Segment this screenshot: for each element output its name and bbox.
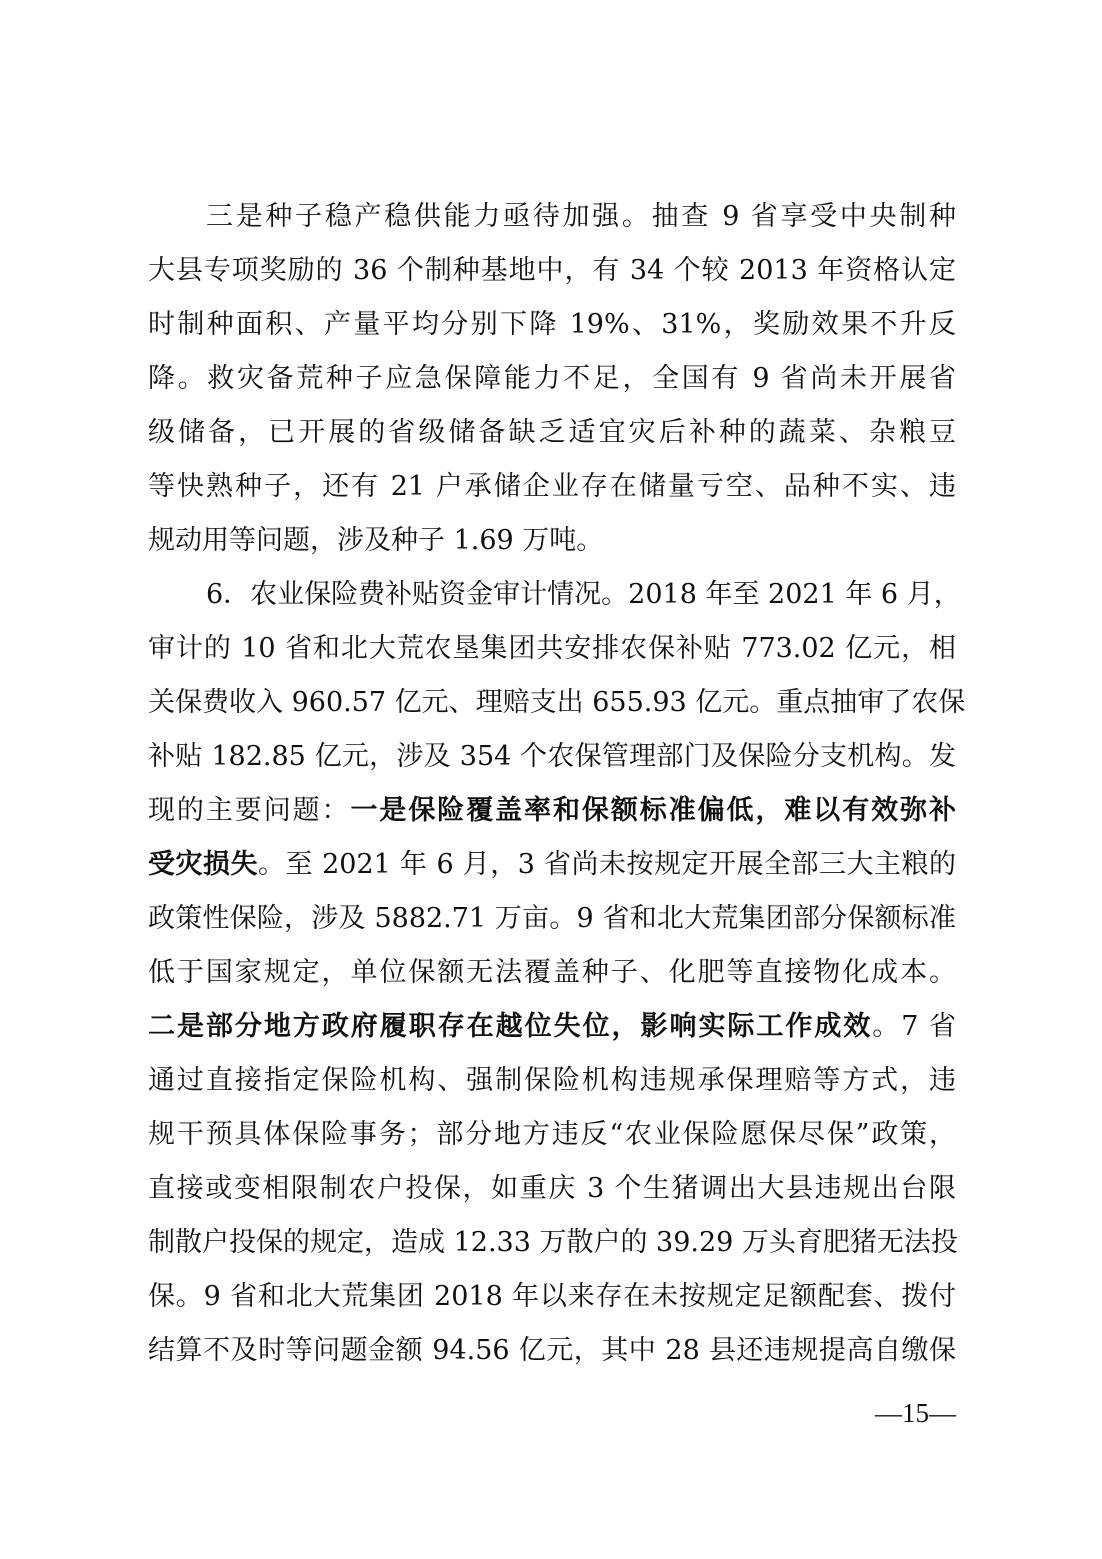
bold-heading-text: 二是部分地方政府履职存在越位失位，影响实际工作成效 — [148, 1011, 873, 1042]
text-line — [148, 1216, 956, 1270]
body-text-span: 。7 省 — [872, 1011, 957, 1042]
text-line — [148, 622, 956, 676]
text-line — [148, 1000, 956, 1054]
text-line — [148, 406, 956, 460]
body-text-span: 三是种子稳产稳供能力亟待加强。 — [206, 201, 652, 232]
text-line — [148, 298, 956, 352]
text-line — [148, 460, 956, 514]
body-text-span: 补贴 182.85 亿元，涉及 354 个农保管理部门及保险分支机构。发 — [148, 741, 956, 772]
text-line — [148, 244, 956, 298]
body-text-span: 审计的 10 省和北大荒农垦集团共安排农保补贴 773.02 亿元，相 — [148, 633, 956, 664]
body-text-span: 抽查 9 省享受中央制种 — [651, 201, 956, 232]
bold-heading-text: 受灾损失 — [148, 849, 259, 880]
page-number: —15— — [875, 1398, 956, 1428]
text-line — [148, 352, 956, 406]
body-text-span: 级储备，已开展的省级储备缺乏适宜灾后补种的蔬菜、杂粮豆 — [148, 417, 956, 448]
text-line — [148, 190, 956, 244]
body-text-span: 6．农业保险费补贴资金审计情况。2018 年至 2021 年 6 月， — [206, 579, 961, 610]
text-line — [148, 784, 956, 838]
body-text-span: 。至 2021 年 6 月，3 省尚未按规定开展全部三大主粮的 — [258, 849, 957, 880]
body-text-span: 低于国家规定，单位保额无法覆盖种子、化肥等直接物化成本。 — [148, 957, 956, 988]
text-line — [148, 568, 961, 622]
body-text-span: 降。救灾备荒种子应急保障能力不足，全国有 9 省尚未开展省 — [148, 363, 956, 394]
text-line — [148, 514, 956, 568]
text-line — [148, 946, 956, 1000]
body-text-span: 规干预具体保险事务；部分地方违反“农业保险愿保尽保”政策， — [148, 1119, 956, 1150]
text-line — [148, 1324, 956, 1378]
body-text-span: 规动用等问题，涉及种子 1.69 万吨。 — [148, 525, 604, 556]
bold-heading-text: 一是保险覆盖率和保额标准偏低，难以有效弥补 — [350, 795, 957, 826]
body-text-span: 直接或变相限制农户投保，如重庆 3 个生猪调出大县违规出台限 — [148, 1173, 956, 1204]
body-text-span: 时制种面积、产量平均分别下降 19%、31%，奖励效果不升反 — [148, 309, 956, 340]
text-line — [148, 1270, 956, 1324]
body-text-span: 结算不及时等问题金额 94.56 亿元，其中 28 县还违规提高自缴保 — [148, 1335, 956, 1366]
text-line — [148, 1054, 956, 1108]
body-text-span: 政策性保险，涉及 5882.71 万亩。9 省和北大荒集团部分保额标准 — [148, 903, 956, 934]
body-text-span: 保。9 省和北大荒集团 2018 年以来存在未按规定足额配套、拨付 — [148, 1281, 956, 1312]
body-text-span: 关保费收入 960.57 亿元、理赔支出 655.93 亿元。重点抽审了农保 — [148, 687, 966, 718]
body-text-span: 制散户投保的规定，造成 12.33 万散户的 39.29 万头育肥猪无法投 — [148, 1227, 958, 1258]
body-text-span: 等快熟种子，还有 21 户承储企业存在储量亏空、品种不实、违 — [148, 471, 956, 502]
text-line — [148, 892, 956, 946]
text-line — [148, 1108, 956, 1162]
body-text-span: 现的主要问题： — [148, 795, 351, 826]
body-text — [148, 190, 966, 1378]
body-text-span: 通过直接指定保险机构、强制保险机构违规承保理赔等方式，违 — [148, 1065, 956, 1096]
body-text-span: 大县专项奖励的 36 个制种基地中，有 34 个较 2013 年资格认定 — [148, 255, 956, 286]
text-line — [148, 730, 956, 784]
text-line — [148, 1162, 956, 1216]
text-line — [148, 676, 966, 730]
text-line — [148, 838, 956, 892]
